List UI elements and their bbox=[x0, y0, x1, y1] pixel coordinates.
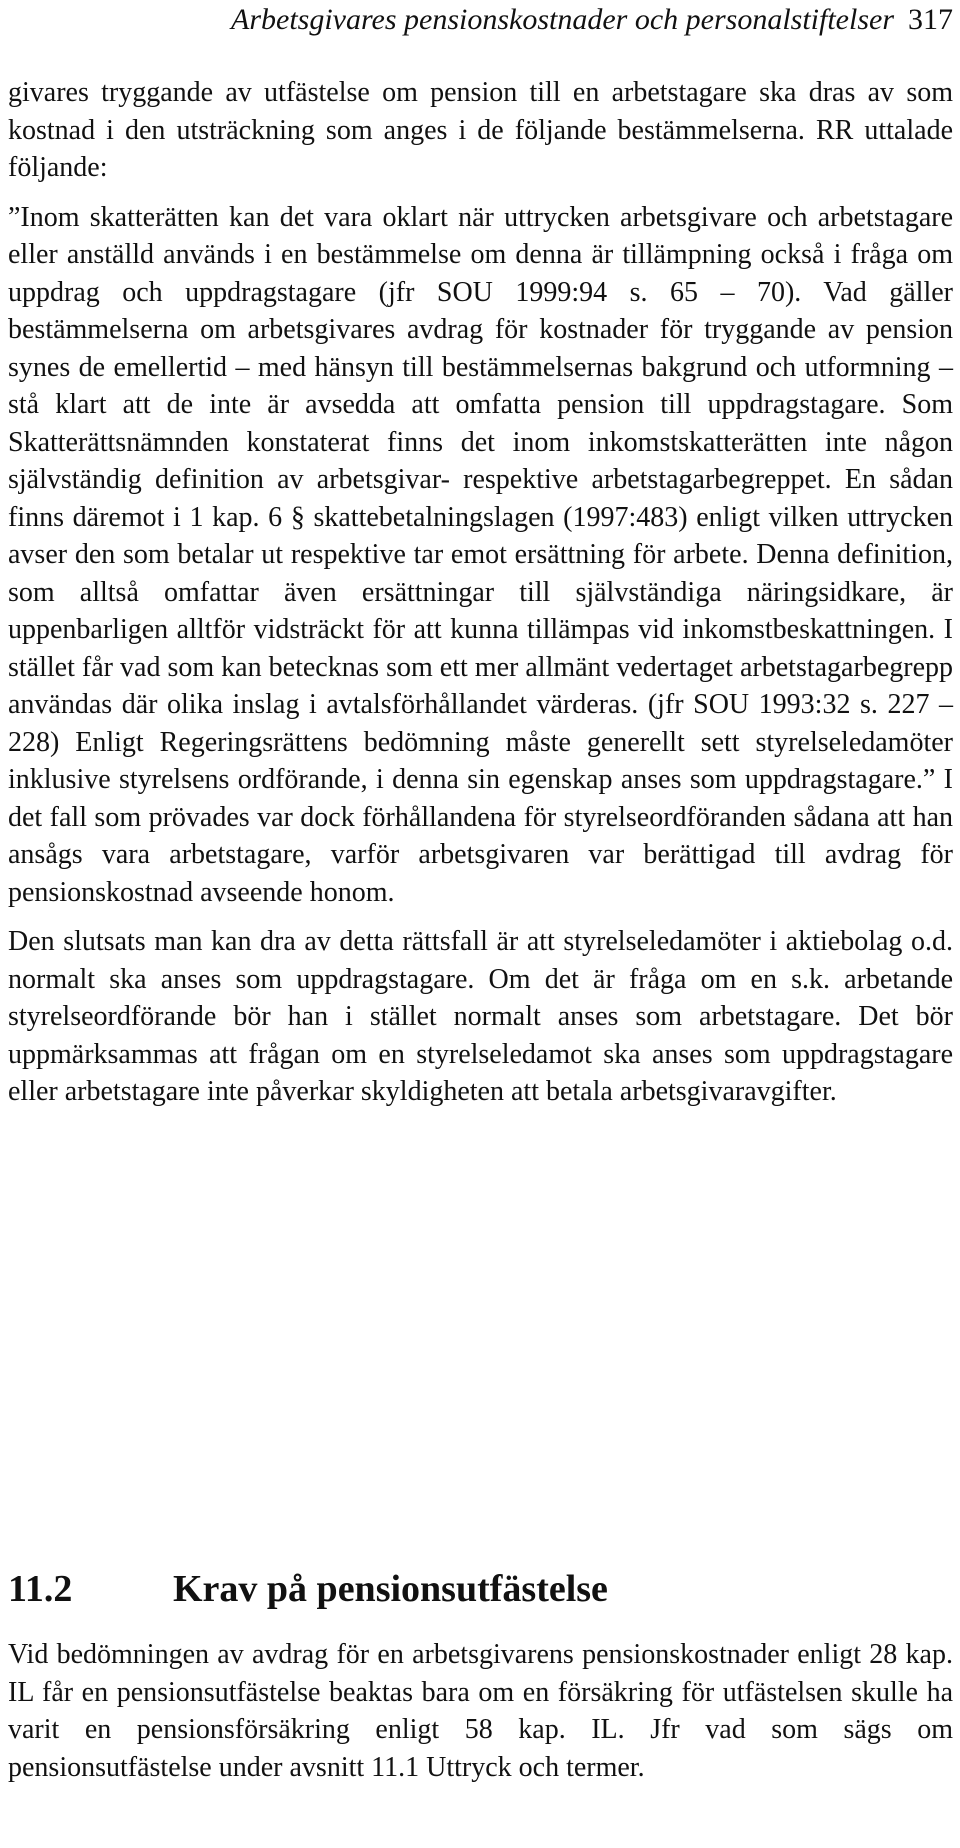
running-header-title: Arbetsgivares pensionskostnader och personalstiftelser bbox=[231, 3, 894, 36]
running-header bbox=[8, 0, 953, 40]
paragraph-conclusion: Den slutsats man kan dra av detta rättsfall är att styrelseledamöter i aktiebolag o.d. normalt ska anses som uppdragstagare. Om det är fråga om en s.k. arbetande styrelseordförande bör han i stället normalt anses som arbetstagare. Det bör uppmärksammas att frågan om en styrelseledamot ska anses som uppdragstagare eller arbetstagare inte påverkar skyldigheten att betala arbetsgivaravgifter. bbox=[8, 926, 953, 1107]
paragraph-quote: ”Inom skatterätten kan det vara oklart när uttrycken arbetsgivare och arbetstagare eller anställd används i en bestämmelse om denna är tillämpning också i fråga om uppdrag och uppdragstagare (jfr SOU 1999:94 s. 65 – 70). Vad gäller bestämmelserna om arbetsgivares avdrag för kostnader för tryggande av pension synes de emellertid – med hänsyn till bestämmelsernas bakgrund och utformning – stå klart att de inte är avsedda att omfatta pension till uppdragstagare. Som Skatterättsnämnden konstaterat finns det inom inkomstskatterätten inte någon självständig definition av arbetsgivar- respektive arbetstagarbegreppet. En sådan finns däremot i 1 kap. 6 § skattebetalningslagen (1997:483) enligt vilken uttrycken avser den som betalar ut respektive tar emot ersättning för arbete. Denna definition, som alltså omfattar även ersättningar till självständiga näringsidkare, är uppenbarligen alltför vidsträckt för att kunna tillämpas vid inkomstbeskattningen. I stället får vad som kan betecknas som ett mer allmänt vedertaget arbetstagarbegrepp användas där olika inslag i avtalsförhållandet värderas. (jfr SOU 1993:32 s. 227 – 228) Enligt Regeringsrättens bedömning måste generellt sett styrelseledamöter inklusive styrelsens ordförande, i denna sin egenskap anses som uppdragstagare.” I det fall som prövades var dock förhållandena för styrelseordföranden sådana att han ansågs vara arbetstagare, varför arbetsgivaren var berättigad till avdrag för pensionskostnad avseende honom. bbox=[8, 201, 953, 908]
section-heading bbox=[8, 1564, 953, 1614]
section-number: 11.2 bbox=[8, 1568, 73, 1610]
page-number: 317 bbox=[908, 3, 953, 36]
section-paragraph: Vid bedömningen av avdrag för en arbetsgivarens pensionskostnader enligt 28 kap. IL får en pensionsutfästelse beaktas bara om en försäkring för utfästelsen skulle ha varit en pensionsförsäkring enligt 58 kap. IL. Jfr vad som sägs om pensionsutfästelse under avsnitt 11.1 Uttryck och termer. bbox=[8, 1639, 953, 1783]
section-title: Krav på pensionsutfästelse bbox=[173, 1568, 608, 1610]
body-text bbox=[8, 74, 953, 1111]
paragraph-intro: givares tryggande av utfästelse om pension till en arbetstagare ska dras av som kostnad i den utsträckning som anges i de följande bestämmelserna. RR uttalade följande: bbox=[8, 77, 953, 183]
section-body bbox=[8, 1636, 953, 1786]
